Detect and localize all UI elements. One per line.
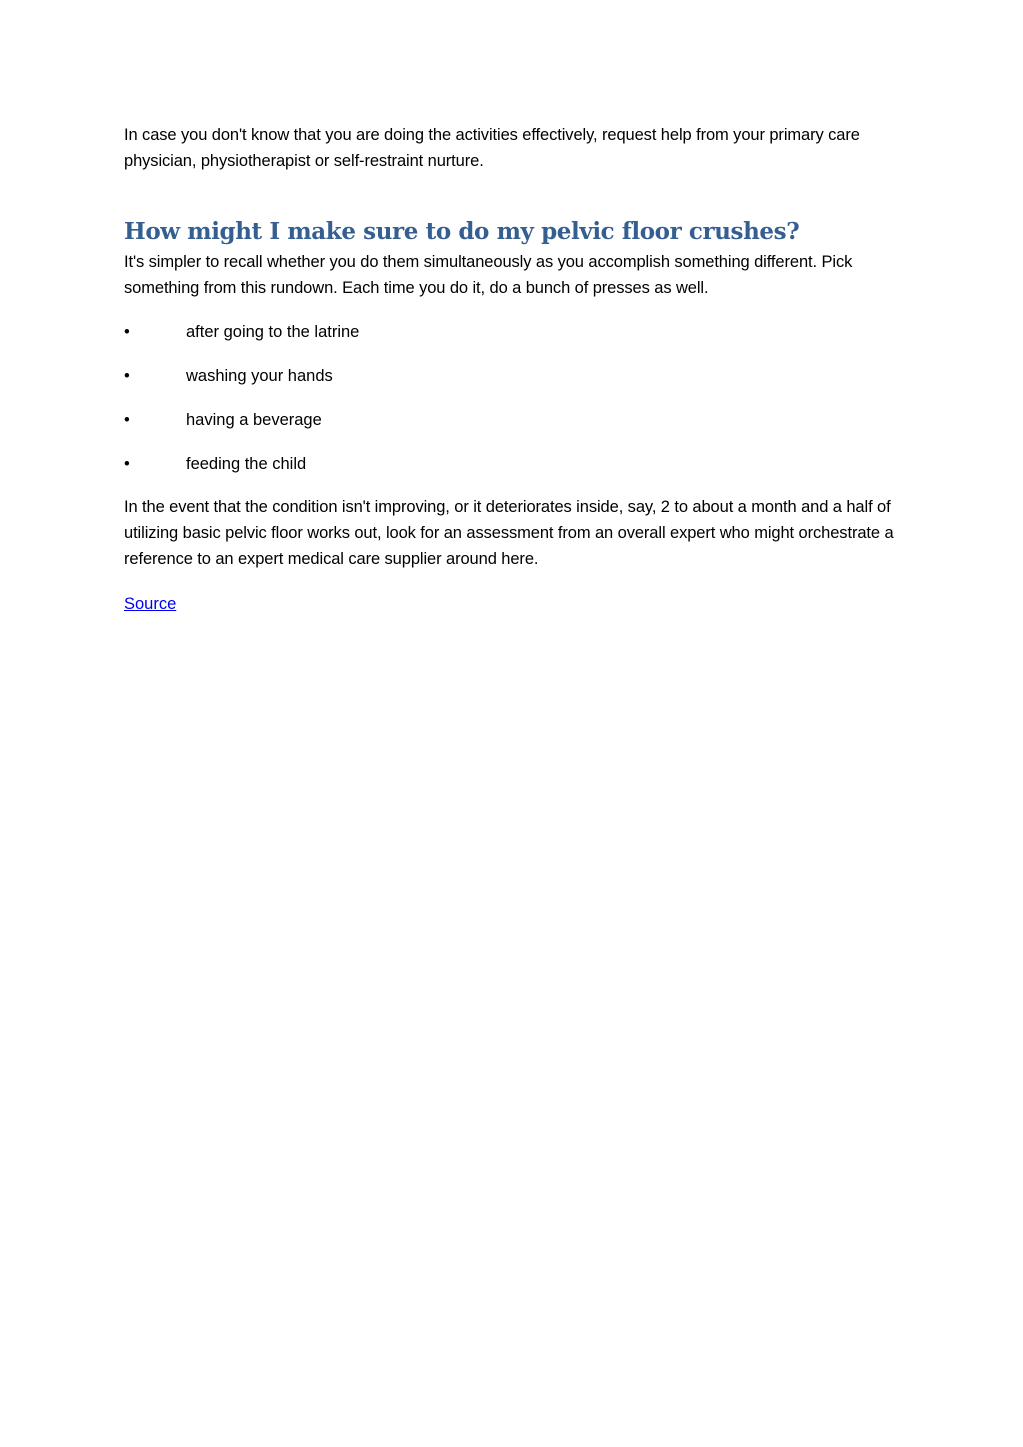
bullet-icon: • [124,411,130,429]
list-item-text: after going to the latrine [186,323,360,341]
list-item [124,363,899,407]
intro-paragraph: In case you don't know that you are doing the activities effectively, request help from your primary care physician, physiotherapist or self-restraint nurture. [124,126,860,170]
bullet-icon: • [124,367,130,385]
section-intro-paragraph: It's simpler to recall whether you do them simultaneously as you accomplish something different. Pick something from this rundown. Each time you do it, do a bunch of presses as well. [124,253,853,297]
list-item-text: having a beverage [186,411,322,429]
bullet-icon: • [124,455,130,473]
list-item [124,319,899,363]
bullet-list [124,319,899,495]
list-item-text: washing your hands [186,367,333,385]
section-heading: How might I make sure to do my pelvic floor crushes? [124,218,800,245]
source-link[interactable]: Source [124,595,177,613]
list-item [124,451,899,495]
list-item [124,407,899,451]
bullet-icon: • [124,323,130,341]
list-item-text: feeding the child [186,455,307,473]
closing-paragraph: In the event that the condition isn't improving, or it deteriorates inside, say, 2 to about a month and a half of utilizing basic pelvic floor works out, look for an assessment from an overall expert who might orchestrate a reference to an expert medical care supplier around here. [124,498,894,568]
